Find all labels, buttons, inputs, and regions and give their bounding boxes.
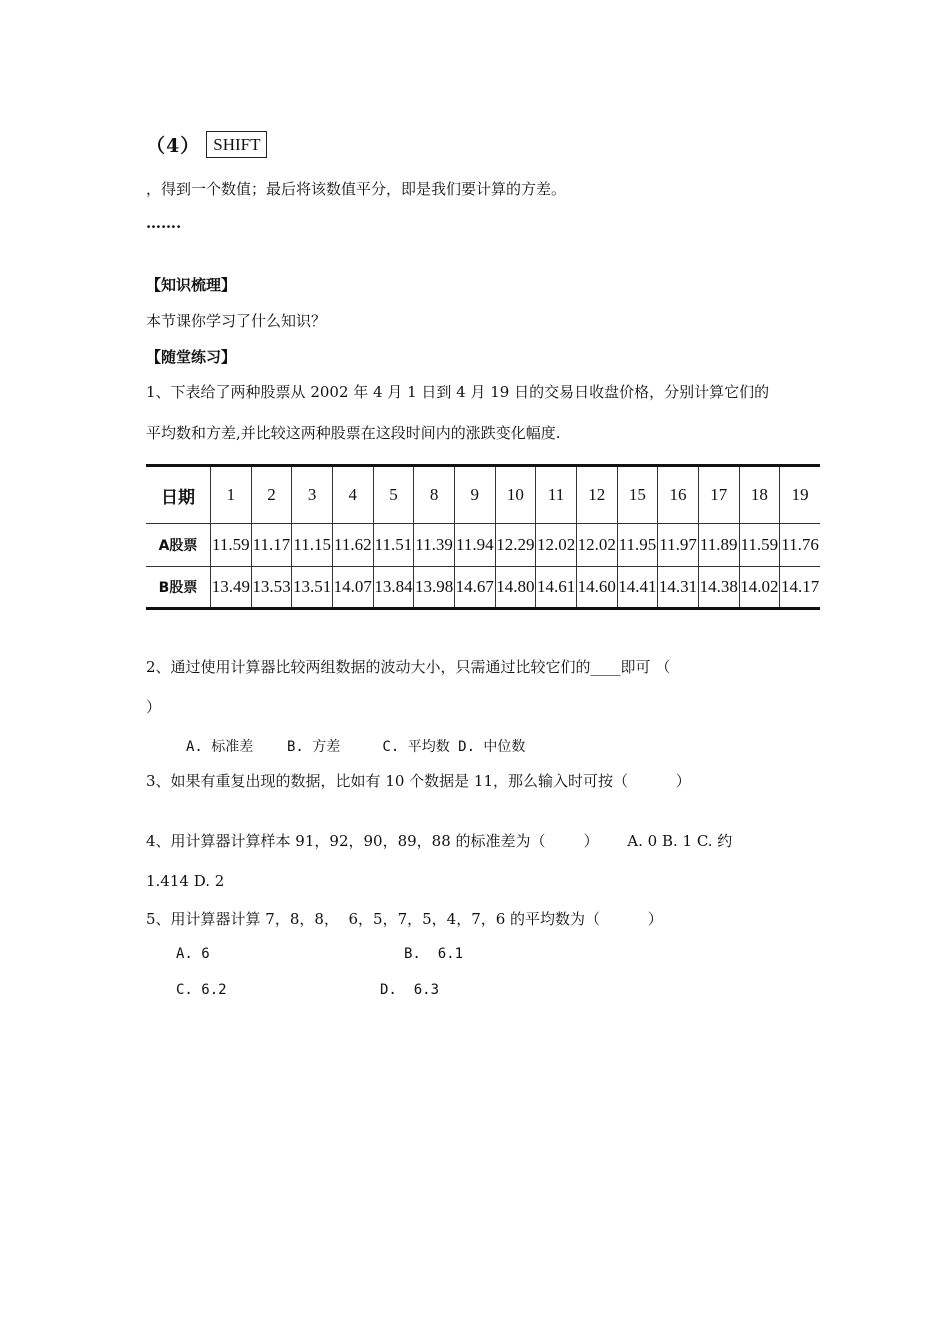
table-cell: 13.53 xyxy=(251,567,292,609)
table-cell: 4 xyxy=(332,466,373,524)
question-3: 3、如果有重复出现的数据，比如有 10 个数据是 11，那么输入时可按（ ） xyxy=(146,772,691,790)
table-cell: 14.38 xyxy=(698,567,739,609)
question-4-line-2: 1.414 D. 2 xyxy=(146,872,225,890)
table-row xyxy=(146,567,820,609)
table-cell: 17 xyxy=(698,466,739,524)
question-5-option-a: A. 6 xyxy=(176,946,210,962)
heading-summary: 【知识梳理】 xyxy=(146,276,237,294)
table-cell: 11.62 xyxy=(332,524,373,567)
table-cell: 1 xyxy=(211,466,252,524)
table-cell: 11.51 xyxy=(373,524,414,567)
question-1-line-1: 1、下表给了两种股票从 2002 年 4 月 1 日到 4 月 19 日的交易日收盘价格，分别计算它们的 xyxy=(146,383,770,401)
table-cell: 13.84 xyxy=(373,567,414,609)
table-cell: 13.51 xyxy=(292,567,333,609)
table-cell: 14.02 xyxy=(739,567,780,609)
row-header-cell: B股票 xyxy=(146,567,211,609)
table-cell: 14.41 xyxy=(617,567,658,609)
table-cell: 11.59 xyxy=(211,524,252,567)
table-cell: 11.95 xyxy=(617,524,658,567)
table-cell: 12.02 xyxy=(536,524,577,567)
question-1-line-2: 平均数和方差,并比较这两种股票在这段时间内的涨跌变化幅度. xyxy=(146,424,561,442)
table-cell: 14.17 xyxy=(780,567,820,609)
table-cell: 2 xyxy=(251,466,292,524)
table-cell: 11.17 xyxy=(251,524,292,567)
table-row xyxy=(146,466,820,524)
table-cell: 13.49 xyxy=(211,567,252,609)
table-cell: 12.29 xyxy=(495,524,536,567)
table-cell: 11.89 xyxy=(698,524,739,567)
table-cell: 16 xyxy=(658,466,699,524)
row-header-cell: A股票 xyxy=(146,524,211,567)
table-cell: 11.59 xyxy=(739,524,780,567)
heading-practice: 【随堂练习】 xyxy=(146,348,237,366)
table-row xyxy=(146,524,820,567)
result-text: ，得到一个数值；最后将该数值平分，即是我们要计算的方差。 xyxy=(146,180,567,198)
table-cell: 10 xyxy=(495,466,536,524)
summary-question: 本节课你学习了什么知识？ xyxy=(146,312,327,330)
table-cell: 11 xyxy=(536,466,577,524)
table-cell: 14.61 xyxy=(536,567,577,609)
table-cell: 13.98 xyxy=(414,567,455,609)
question-4-line-1: 4、用计算器计算样本 91，92，90，89，88 的标准差为（ ） A. 0 B. 1 C. 约 xyxy=(146,832,733,850)
table-cell: 19 xyxy=(780,466,820,524)
question-2-line-2: ） xyxy=(146,698,162,716)
table-cell: 12 xyxy=(576,466,617,524)
table-cell: 5 xyxy=(373,466,414,524)
question-5-option-c: C. 6.2 xyxy=(176,982,227,998)
stock-table xyxy=(146,464,820,610)
table-cell: 12.02 xyxy=(576,524,617,567)
table-cell: 14.80 xyxy=(495,567,536,609)
question-5: 5、用计算器计算 7，8，8， 6，5，7，5，4，7，6 的平均数为（ ） xyxy=(146,910,663,928)
stock-price-table xyxy=(146,464,820,610)
table-cell: 14.67 xyxy=(454,567,495,609)
ellipsis: ……. xyxy=(146,214,182,232)
step-4 xyxy=(146,131,267,158)
shift-key-box: SHIFT xyxy=(206,131,267,158)
table-cell: 11.15 xyxy=(292,524,333,567)
question-5-option-d: D. 6.3 xyxy=(380,982,440,998)
table-cell: 11.76 xyxy=(780,524,820,567)
table-cell: 15 xyxy=(617,466,658,524)
table-cell: 11.94 xyxy=(454,524,495,567)
table-cell: 9 xyxy=(454,466,495,524)
table-cell: 11.39 xyxy=(414,524,455,567)
table-cell: 18 xyxy=(739,466,780,524)
table-cell: 14.07 xyxy=(332,567,373,609)
step-number: （4） xyxy=(146,135,201,157)
table-cell: 14.31 xyxy=(658,567,699,609)
table-cell: 14.60 xyxy=(576,567,617,609)
table-cell: 11.97 xyxy=(658,524,699,567)
table-cell: 8 xyxy=(414,466,455,524)
question-2-line-1: 2、通过使用计算器比较两组数据的波动大小，只需通过比较它们的____即可 （ xyxy=(146,658,671,676)
question-2-options: A. 标准差 B. 方差 C. 平均数 D. 中位数 xyxy=(186,739,526,755)
table-cell: 3 xyxy=(292,466,333,524)
question-5-option-b: B. 6.1 xyxy=(404,946,464,962)
row-header-cell: 日期 xyxy=(146,466,211,524)
